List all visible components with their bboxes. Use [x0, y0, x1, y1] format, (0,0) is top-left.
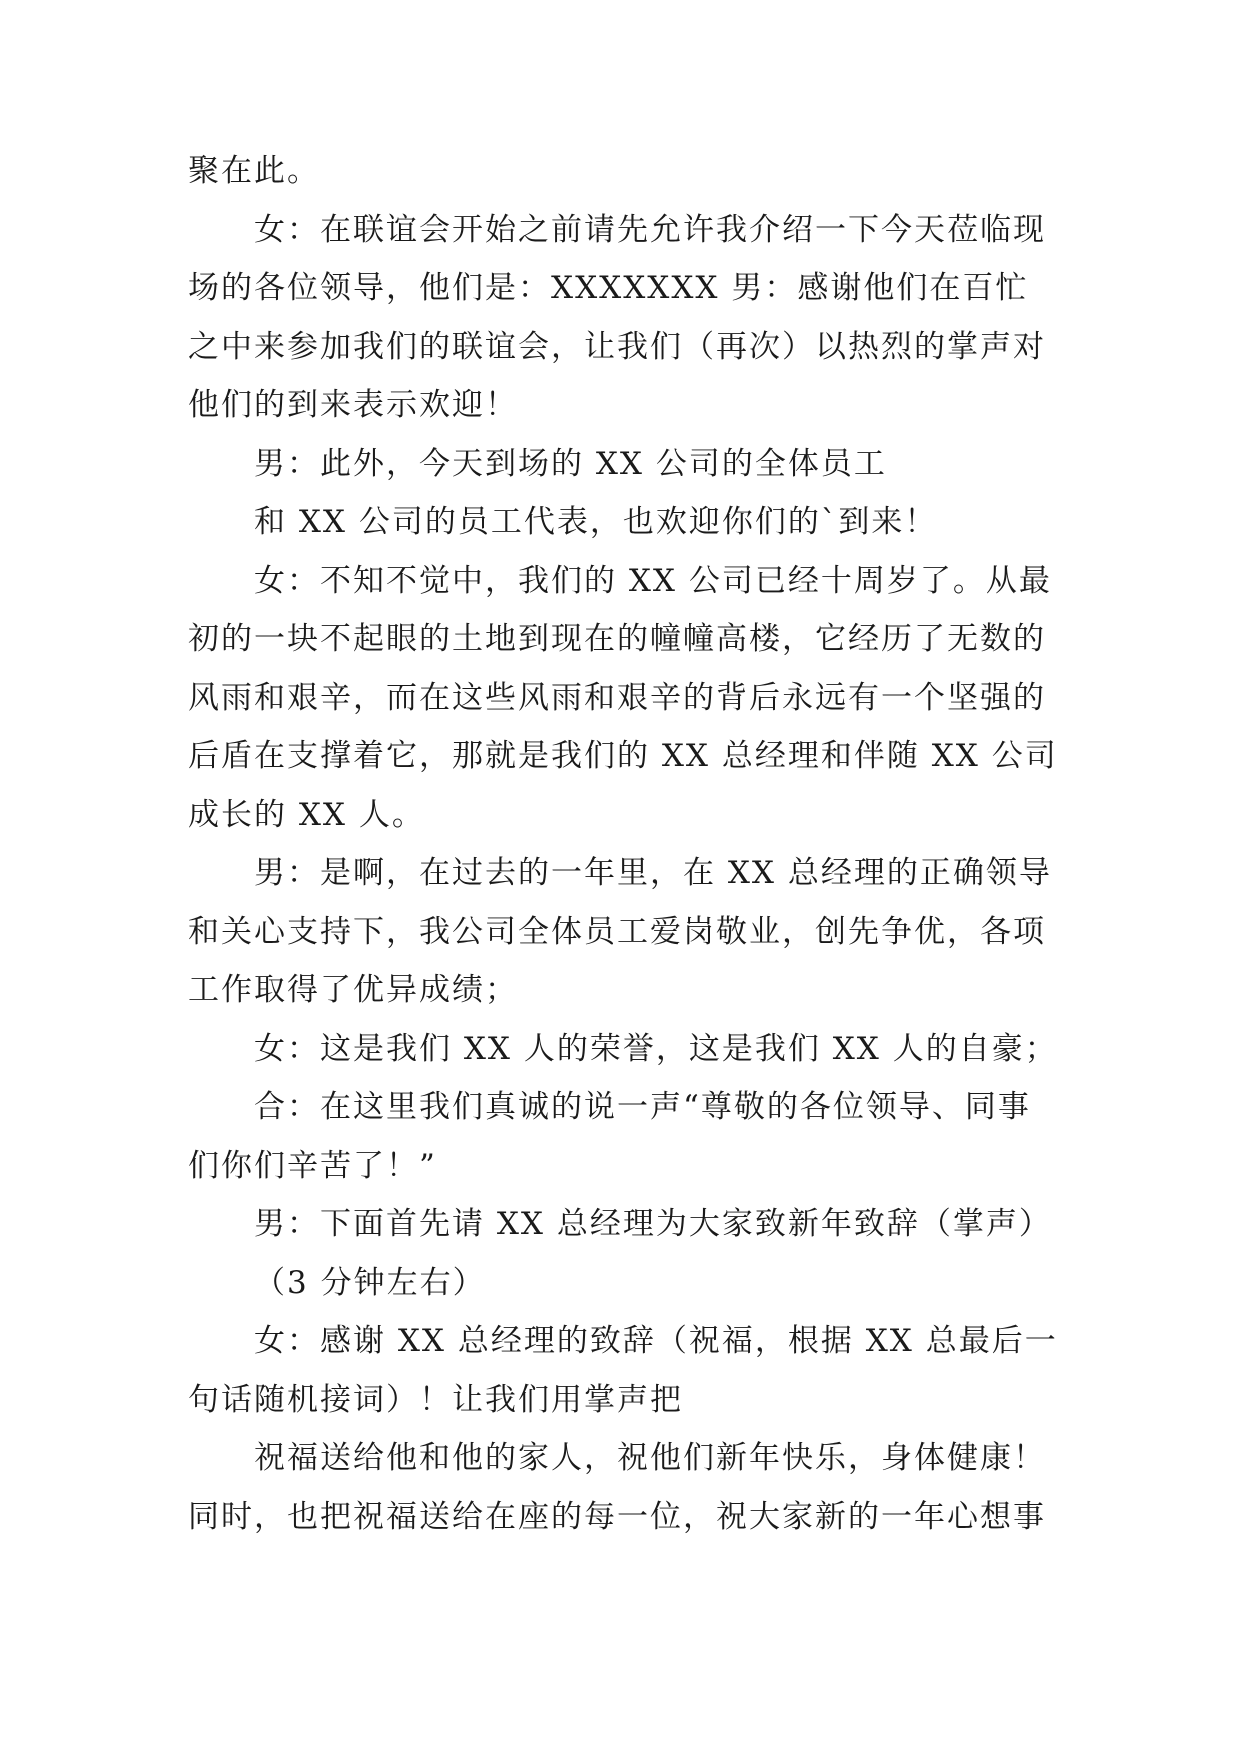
paragraph: （3 分钟左右）	[254, 1264, 486, 1301]
paragraph: 合：在这里我们真诚的说一声“尊敬的各位领导、同事们你们辛苦了！”	[188, 1089, 1031, 1184]
document-body	[188, 142, 1058, 1546]
paragraph: 祝福送给他和他的家人，祝他们新年快乐，身体健康！同时，也把祝福送给在座的每一位，祝大家新的一年心想事	[188, 1440, 1046, 1535]
paragraph: 女：不知不觉中，我们的 XX 公司已经十周岁了。从最初的一块不起眼的土地到现在的幢幢高楼，它经历了无数的风雨和艰辛，而在这些风雨和艰辛的背后永远有一个坚强的后盾在支撑着它，那就是我们的 XX 总经理和伴随 XX 公司成长的 XX 人。	[188, 562, 1058, 833]
paragraph: 男：是啊，在过去的一年里，在 XX 总经理的正确领导和关心支持下，我公司全体员工爱岗敬业，创先争优，各项工作取得了优异成绩；	[188, 855, 1052, 1008]
paragraph: 男：下面首先请 XX 总经理为大家致新年致辞（掌声）	[254, 1206, 1052, 1242]
paragraph: 聚在此。	[188, 153, 320, 189]
paragraph: 男：此外，今天到场的 XX 公司的全体员工	[254, 445, 887, 482]
paragraph: 女：在联谊会开始之前请先允许我介绍一下今天莅临现场的各位领导，他们是：XXXXXXX 男：感谢他们在百忙之中来参加我们的联谊会，让我们（再次）以热烈的掌声对他们的到来表示欢迎！	[188, 211, 1046, 423]
paragraph: 和 XX 公司的员工代表，也欢迎你们的`到来！	[254, 504, 938, 540]
paragraph: 女：这是我们 XX 人的荣誉，这是我们 XX 人的自豪；	[254, 1030, 1058, 1067]
paragraph: 女：感谢 XX 总经理的致辞（祝福，根据 XX 总最后一句话随机接词）！让我们用掌声把	[188, 1323, 1058, 1418]
